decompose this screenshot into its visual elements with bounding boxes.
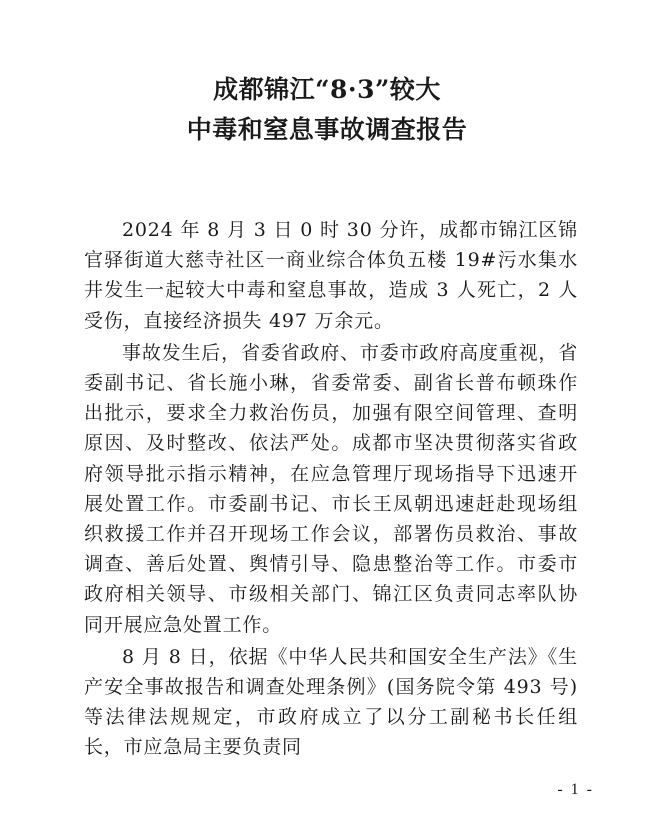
paragraph-3: 8 月 8 日，依据《中华人民共和国安全生产法》《生产安全事故报告和调查处理条例》(国务院令第 493 号) 等法律法规规定，市政府成立了以分工副秘书长任组长，市应急局主要负责同 xyxy=(84,645,578,759)
paragraph-2: 事故发生后，省委省政府、市委市政府高度重视，省委副书记、省长施小琳，省委常委、副省长普布顿珠作出批示，要求全力救治伤员，加强有限空间管理、查明原因、及时整改、依法严处。成都市坚决贯彻落实省政府领导批示指示精神，在应急管理厅现场指导下迅速开展处置工作。市委副书记、市长王凤朝迅速赶赴现场组织救援工作并召开现场工作会议，部署伤员救治、事故调查、善后处置、舆情引导、隐患整治等工作。市委市政府相关领导、市级相关部门、锦江区负责同志率队协同开展应急处置工作。 xyxy=(84,341,578,636)
report-title-line-2: 中毒和窒息事故调查报告 xyxy=(186,115,468,144)
report-body xyxy=(84,215,578,765)
report-title-line-1: 成都锦江“8·3”较大 xyxy=(213,75,441,104)
page-number: - 1 - xyxy=(557,781,594,798)
paragraph-1: 2024 年 8 月 3 日 0 时 30 分许，成都市锦江区锦官驿街道大慈寺社区一商业综合体负五楼 19#污水集水井发生一起较大中毒和窒息事故，造成 3 人死亡，2 人受伤，直接经济损失 497 万余元。 xyxy=(84,219,578,332)
